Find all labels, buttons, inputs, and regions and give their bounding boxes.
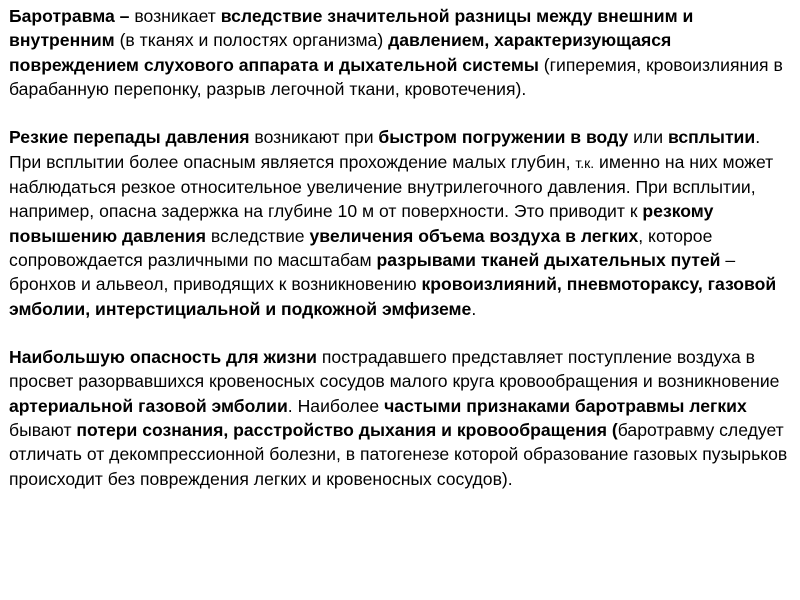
text-run: давлением, характеризующаяся повреждением слухового аппарата и дыхательной системы: [9, 30, 672, 75]
text-run: частыми признаками баротравмы легких: [384, 395, 747, 416]
text-run: возникает: [134, 6, 221, 26]
text-run: т.к.: [575, 154, 595, 171]
text-run: . Наиболее: [287, 395, 385, 416]
text-run: быстром погружении в воду: [378, 127, 634, 148]
text-run: (гиперемия, кровоизлияния в барабанную перепонку, разрыв легочной ткани, кровотечения).: [9, 54, 783, 99]
text-run: именно на них может наблюдаться резкое относительное увеличение внутрилегочного давления. При всплытии, например, опасна задержка на глубине 10 м от поверхности. Это приводит к: [9, 151, 774, 222]
text-run: – бронхов и альвеол, приводящих к возникновению: [9, 249, 736, 295]
barotrauma-text: [9, 4, 789, 491]
text-run: Наибольшую опасность для жизни: [9, 347, 322, 368]
text-run: кровоизлияний, пневмотораксу, газовой эмболии, интерстициальной и подкожной эмфиземе: [9, 274, 777, 319]
text-run: .: [471, 298, 477, 319]
text-run: увеличения объема воздуха в легких: [309, 225, 639, 246]
text-run: баротравму следует отличать от декомпрессионной болезни, в патогенезе которой образование газовых пузырьков происходит без повреждения легких и кровеносных сосудов).: [9, 420, 788, 489]
text-run: возникают при: [254, 127, 379, 148]
text-run: резкому повышению давления: [9, 201, 714, 246]
text-run: пострадавшего представляет поступление воздуха в просвет разорвавшихся кровеносных сосудов малого круга кровообращения и возникновение: [9, 347, 780, 392]
text-run: , которое сопровождается различными по масштабам: [9, 225, 713, 270]
text-run: вследствие: [210, 225, 310, 246]
text-run: или: [633, 127, 668, 148]
text-run: вследствие значительной разницы между внешним и внутренним: [9, 6, 694, 51]
paragraph-danger: [9, 345, 789, 491]
paragraph-definition: [9, 4, 789, 101]
paragraph-pressure-changes: [9, 125, 789, 320]
text-run: всплытии: [667, 127, 756, 148]
text-run: бывают: [9, 420, 77, 441]
text-run: артериальной газовой эмболии: [9, 395, 288, 416]
text-run: (в тканях и полостях организма): [119, 30, 389, 51]
text-run: потери сознания, расстройство дыхания и кровообращения (: [76, 420, 618, 441]
text-run: разрывами тканей дыхательных путей: [376, 249, 726, 270]
text-run: . При всплытии более опасным является прохождение малых глубин,: [9, 127, 761, 172]
text-run: Баротравма –: [9, 6, 135, 26]
text-run: Резкие перепады давления: [9, 127, 255, 148]
